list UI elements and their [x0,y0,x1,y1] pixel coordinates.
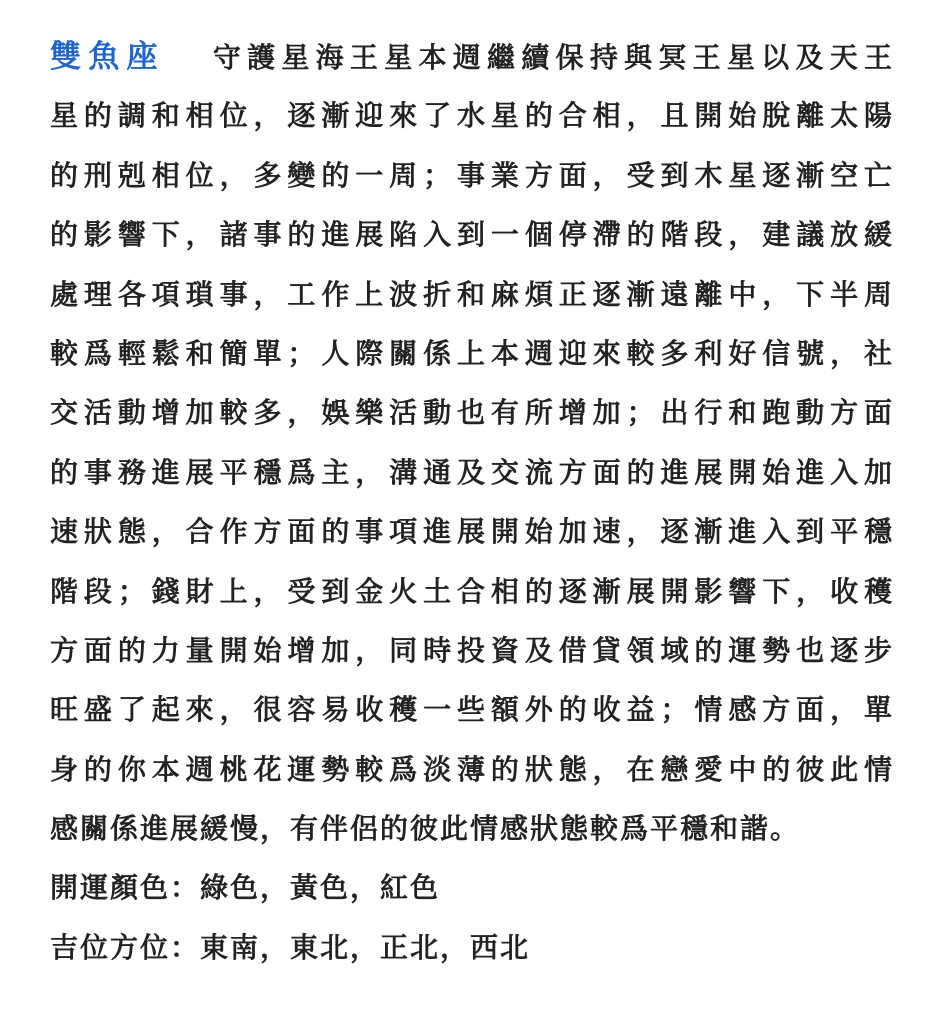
article-line-8: 的事務進展平穩爲主，溝通及交流方面的進展開始進入加 [50,455,892,489]
article-line-13: 身的你本週桃花運勢較爲淡薄的狀態，在戀愛中的彼此情 [50,752,892,786]
article-line-5: 處理各項瑣事，工作上波折和麻煩正逐漸遠離中，下半周 [50,277,892,311]
lucky-colors: 開運顏色：綠色，黃色，紅色 [50,871,441,905]
article-line-4: 的影響下，諸事的進展陷入到一個停滯的階段，建議放緩 [50,218,892,252]
article-line-12: 旺盛了起來，很容易收穫一些額外的收益；情感方面，單 [50,693,892,727]
article-line-text: 守護星海王星本週繼續保持與冥王星以及天王 [212,41,892,74]
article-line-7: 交活動增加較多，娛樂活動也有所增加；出行和跑動方面 [50,396,892,430]
article-line-14: 感關係進展緩慢，有伴侶的彼此情感狀態較爲平穩和諧。 [50,812,801,846]
sign-title: 雙魚座 [50,39,165,75]
article-line-11: 方面的力量開始增加，同時投資及借貸領域的運勢也逐步 [50,633,892,667]
article-line-10: 階段；錢財上，受到金火土合相的逐漸展開影響下，收穫 [50,574,892,608]
article-line-9: 速狀態，合作方面的事項進展開始加速，逐漸進入到平穩 [50,515,892,549]
article-line-6: 較爲輕鬆和簡單；人際關係上本週迎來較多利好信號，社 [50,336,892,370]
article-line-3: 的刑剋相位，多變的一周；事業方面，受到木星逐漸空亡 [50,158,892,192]
article-line-2: 星的調和相位，逐漸迎來了水星的合相，且開始脫離太陽 [50,99,892,133]
article-line-1 [50,36,892,95]
lucky-directions: 吉位方位：東南，東北，正北，西北 [50,930,531,964]
horoscope-article [50,36,892,986]
